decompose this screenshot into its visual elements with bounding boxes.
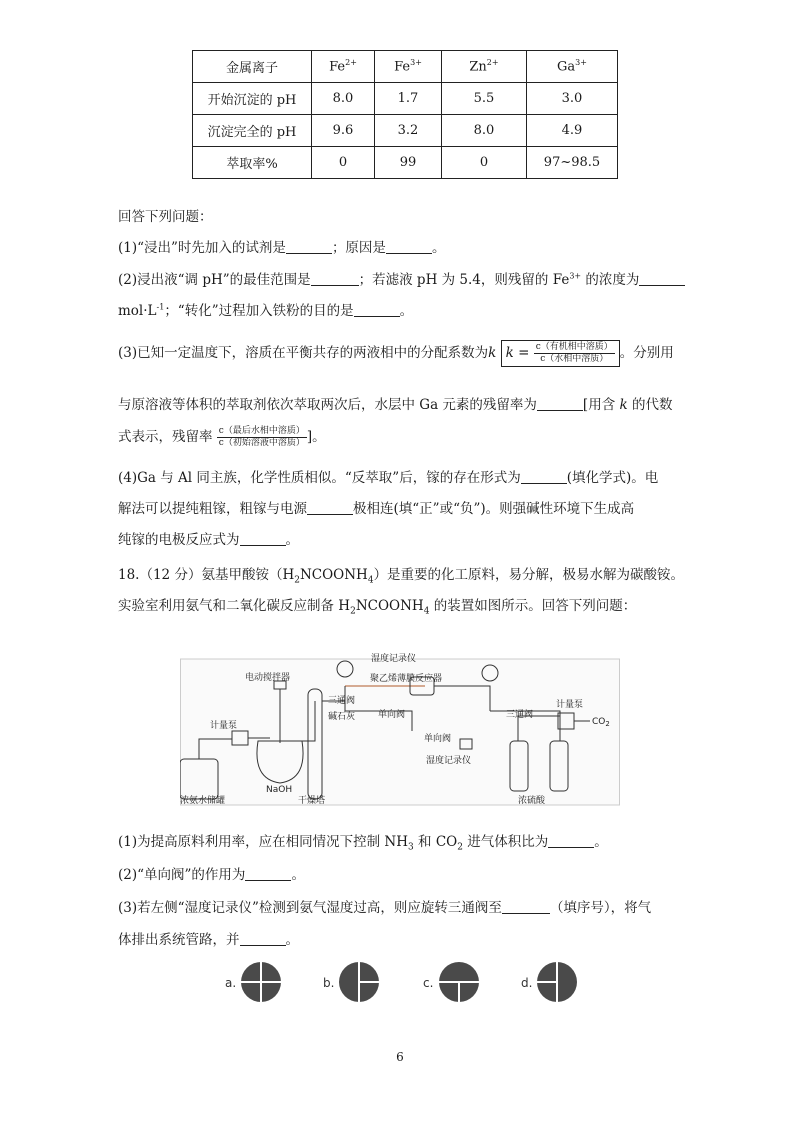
question-1: (1)“浸出”时先加入的试剂是 ；原因是 。 xyxy=(118,240,446,256)
label-three-way-left: 三通阀 xyxy=(328,696,356,706)
table-header-cell: 金属离子 xyxy=(193,51,312,83)
table-cell: 97~98.5 xyxy=(527,147,618,179)
metal-ion-table xyxy=(192,50,618,179)
fraction: $\frac{\text{c（有机相中溶质）}}{\text{c（水相中溶质）}}$ xyxy=(535,342,613,364)
valve-label-a: a. xyxy=(225,976,237,990)
label-meter-pump-right: 计量泵 xyxy=(556,700,584,710)
valve-label-b: b. xyxy=(323,976,335,990)
table-cell: 开始沉淀的 pH xyxy=(193,83,312,115)
table-header-cell: $Ga^{3+}$ xyxy=(527,51,618,83)
table-cell: 99 xyxy=(375,147,442,179)
valve-option-c xyxy=(423,962,479,1002)
label-naoh: NaOH xyxy=(266,785,293,795)
label-humidity-bottom: 湿度记录仪 xyxy=(426,756,472,766)
answer-blank xyxy=(548,834,594,848)
apparatus-diagram xyxy=(180,631,620,806)
label-membrane-reactor: 聚乙烯薄膜反应器 xyxy=(370,674,443,684)
question-2-line-2: $mol\cdot L^{-1}$；“转化”过程加入铁粉的目的是 。 xyxy=(118,302,414,319)
answer-intro: 回答下列问题： xyxy=(118,209,213,225)
table-header-cell: $Fe^{3+}$ xyxy=(375,51,442,83)
table-cell: 1.7 xyxy=(375,83,442,115)
label-soda-lime: 碱石灰 xyxy=(328,712,356,722)
valve-option-a xyxy=(225,962,281,1002)
table-row xyxy=(193,147,618,179)
question-18-2: (2)“单向阀”的作用为 。 xyxy=(118,867,305,883)
label-three-way-right: 三通阀 xyxy=(506,710,534,720)
table-cell: 5.5 xyxy=(442,83,527,115)
label-check-valve-bottom: 单向阀 xyxy=(424,734,452,744)
answer-blank xyxy=(240,532,286,546)
answer-blank xyxy=(521,470,567,484)
label-humidity-top: 湿度记录仪 xyxy=(371,654,417,664)
label-stirrer: 电动搅拌器 xyxy=(245,673,291,683)
question-18-3-line-2: 体排出系统管路，并 。 xyxy=(118,932,299,948)
valve-option-b xyxy=(323,962,379,1002)
answer-blank xyxy=(354,303,400,317)
answer-blank xyxy=(502,900,550,914)
question-18-line-2: 实验室利用氨气和二氧化碳反应制备 $H_2NCOONH_4$ 的装置如图所示。回答下列问题： xyxy=(118,598,637,617)
answer-blank xyxy=(286,240,332,254)
residual-rate-fraction: $\frac{\text{c（最后水相中溶质）}}{\text{c（初始溶液中溶质）}}$ xyxy=(218,426,305,448)
table-cell: 3.2 xyxy=(375,115,442,147)
valve-label-c: c. xyxy=(423,976,434,990)
page-number: 6 xyxy=(396,1050,404,1064)
table-header-row xyxy=(193,51,618,83)
distribution-coefficient-formula: k = $\frac{\text{c（有机相中溶质）}}{\text{c（水相中溶质）}}$ xyxy=(501,340,620,367)
answer-blank xyxy=(240,932,286,946)
table-cell: 8.0 xyxy=(442,115,527,147)
question-18-line-1: 18.（12 分）氨基甲酸铵$(H_2NCOONH_4)$是重要的化工原料，易分解，极易水解为碳酸铵。 xyxy=(118,567,685,586)
table-cell: 8.0 xyxy=(312,83,375,115)
answer-blank xyxy=(311,272,359,286)
valve-option-d xyxy=(521,962,577,1002)
table-cell: 沉淀完全的 pH xyxy=(193,115,312,147)
label-meter-pump-left: 计量泵 xyxy=(210,721,238,731)
table-cell: 萃取率% xyxy=(193,147,312,179)
question-2-line-1: (2)浸出液“调 pH”的最佳范围是 ；若滤液 pH 为 5.4，则残留的 $Fe^{3+}$ 的浓度为 xyxy=(118,268,685,288)
label-ammonia-tank: 浓氨水储罐 xyxy=(180,796,226,806)
question-3-line-3: 式表示，残留率 $\frac{\text{c（最后水相中溶质）}}{\text{c（初始溶液中溶质）}}$ ]。 xyxy=(118,426,326,448)
question-4-line-2: 解法可以提纯粗镓，粗镓与电源 极相连(填“正”或“负”)。则强碱性环境下生成高 xyxy=(118,501,635,517)
table-row xyxy=(193,83,618,115)
valve-label-d: d. xyxy=(521,976,533,990)
table-cell: 9.6 xyxy=(312,115,375,147)
table-cell: 0 xyxy=(312,147,375,179)
question-18-1: (1)为提高原料利用率，应在相同情况下控制 $NH_3$ 和 $CO_2$ 进气体积比为 。 xyxy=(118,834,608,853)
answer-blank xyxy=(307,501,353,515)
answer-blank xyxy=(537,397,583,411)
question-3-line-1: (3)已知一定温度下，溶质在平衡共存的两液相中的分配系数为k k = $\frac{\text{c（有机相中溶质）}}{\text{c（水相中溶质）}}$ 。分别用 xyxy=(118,340,674,367)
table-row xyxy=(193,115,618,147)
table-cell: 3.0 xyxy=(527,83,618,115)
question-4-line-3: 纯镓的电极反应式为 。 xyxy=(118,532,299,548)
label-co2: $CO_2$ xyxy=(592,717,610,728)
answer-blank xyxy=(639,272,685,286)
label-drying-tower: 干燥塔 xyxy=(298,796,326,806)
answer-blank xyxy=(386,240,432,254)
question-4-line-1: (4)Ga 与 Al 同主族，化学性质相似。“反萃取”后，镓的存在形式为 (填化学式)。电 xyxy=(118,470,659,486)
answer-blank xyxy=(245,867,291,881)
question-3-line-2: 与原溶液等体积的萃取剂依次萃取两次后，水层中 Ga 元素的残留率为 [用含 k 的代数 xyxy=(118,397,673,413)
three-way-valve-options xyxy=(225,960,585,1005)
label-check-valve-top: 单向阀 xyxy=(378,710,406,720)
table-header-cell: $Zn^{2+}$ xyxy=(442,51,527,83)
label-conc-h2so4: 浓硫酸 xyxy=(518,796,546,806)
question-18-3-line-1: (3)若左侧“湿度记录仪”检测到氨气湿度过高，则应旋转三通阀至 （填序号），将气 xyxy=(118,900,652,916)
table-cell: 0 xyxy=(442,147,527,179)
table-header-cell: $Fe^{2+}$ xyxy=(312,51,375,83)
table-cell: 4.9 xyxy=(527,115,618,147)
